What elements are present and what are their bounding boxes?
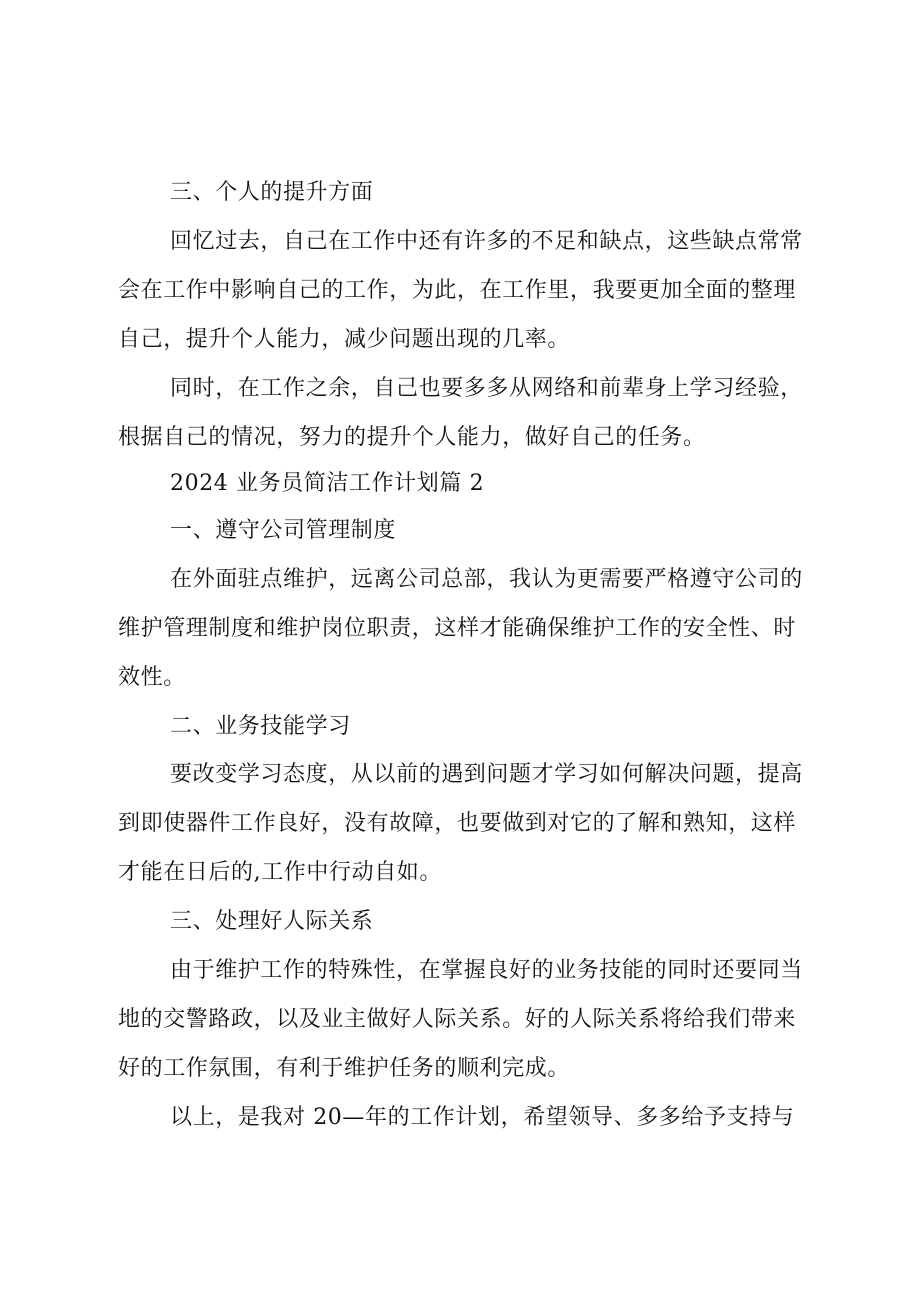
paragraph-line: 才能在日后的,工作中行动自如。 <box>118 860 442 885</box>
section-heading-relationships: 三、处理好人际关系 <box>170 909 374 934</box>
paragraph-line: 到即使器件工作良好，没有故障，也要做到对它的了解和熟知，这样 <box>118 811 797 836</box>
paragraph-line: 维护管理制度和维护岗位职责，这样才能确保维护工作的安全性、时 <box>118 616 797 641</box>
paragraph-line: 地的交警路政，以及业主做好人际关系。好的人际关系将给我们带来 <box>118 1007 797 1032</box>
paragraph-line: 会在工作中影响自己的工作，为此，在工作里，我要更加全面的整理 <box>118 278 797 303</box>
section-heading-company-rules: 一、遵守公司管理制度 <box>170 518 397 543</box>
paragraph-line: 以上，是我对 20—年的工作计划，希望领导、多多给予支持与 <box>170 1105 795 1130</box>
paragraph-line: 自己，提升个人能力，减少问题出现的几率。 <box>118 327 571 352</box>
paragraph-line: 根据自己的情况，努力的提升个人能力，做好自己的任务。 <box>118 425 706 450</box>
paragraph-line: 在外面驻点维护，远离公司总部，我认为更需要严格遵守公司的 <box>170 567 803 592</box>
section-heading-personal-improvement: 三、个人的提升方面 <box>170 180 374 205</box>
paragraph-line: 由于维护工作的特殊性，在掌握良好的业务技能的同时还要同当 <box>170 958 803 983</box>
section-heading-business-skills: 二、业务技能学习 <box>170 714 351 739</box>
paragraph-line: 好的工作氛围，有利于维护任务的顺利完成。 <box>118 1056 571 1081</box>
paragraph-line: 效性。 <box>118 665 186 690</box>
paragraph-line: 要改变学习态度，从以前的遇到问题才学习如何解决问题，提高 <box>170 762 803 787</box>
paragraph-line: 同时，在工作之余，自己也要多多从网络和前辈身上学习经验， <box>170 376 803 401</box>
paragraph-line: 回忆过去，自己在工作中还有许多的不足和缺点，这些缺点常常 <box>170 229 803 254</box>
plan-title: 2024 业务员简洁工作计划篇 2 <box>170 471 485 496</box>
